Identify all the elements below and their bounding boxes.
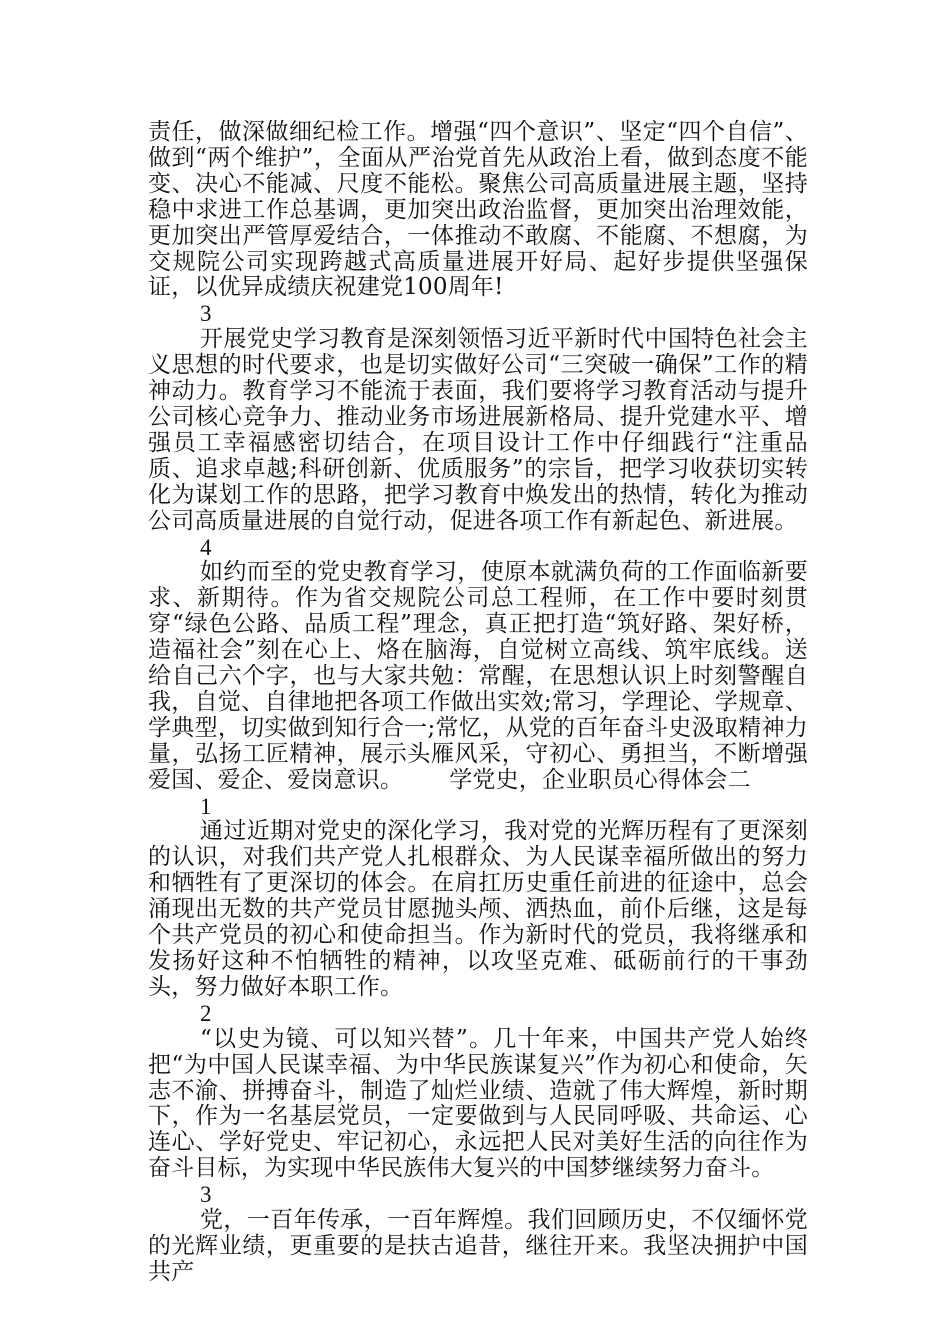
paragraph-study-insight: 通过近期对党史的深化学习，我对党的光辉历程有了更深刻的认识，对我们共产党人扎根群众、为人民谋幸福所做出的努力和牺牲有了更深切的体会。在肩扛历史重任前进的征途中，总会涌现出无数的共产党员甘愿抛头颅、洒热血，前仆后继，这是每个共产党员的初心和使命担当。作为新时代的党员，我将继承和发扬好这种不怕牺牲的精神，以攻坚克难、砥砺前行的干事劲头，努力做好本职工作。 [148, 818, 808, 1000]
paragraph-chief-engineer [148, 560, 808, 793]
document-page [148, 120, 808, 1286]
section-number-1: 1 [200, 793, 212, 819]
section-number-3: 3 [200, 301, 212, 327]
essay-two-title: 学党史，企业职员心得体会二 [449, 766, 751, 793]
section-number-2: 2 [200, 1000, 212, 1026]
paragraph-party-history-education: 开展党史学习教育是深刻领悟习近平新时代中国特色社会主义思想的时代要求，也是切实做好公司“三突破一确保”工作的精神动力。教育学习不能流于表面，我们要将学习教育活动与提升公司核心竞争力、推动业务市场进展新格局、提升党建水平、增强员工幸福感密切结合，在项目设计工作中仔细践行“注重品质、追求卓越;科研创新、优质服务”的宗旨，把学习收获切实转化为谋划工作的思路，把学习教育中焕发出的热情，转化为推动公司高质量进展的自觉行动，促进各项工作有新起色、新进展。 [148, 326, 808, 534]
paragraph-discipline-work: 责任，做深做细纪检工作。增强“四个意识”、坚定“四个自信”、做到“两个维护”，全面从严治党首先从政治上看，做到态度不能变、决心不能减、尺度不能松。聚焦公司高质量进展主题，坚持稳中求进工作总基调，更加突出政治监督，更加突出治理效能，更加突出严管厚爱结合，一体推动不敢腐、不能腐、不想腐，为交规院公司实现跨越式高质量进展开好局、起好步提供坚强保证，以优异成绩庆祝建党100周年! [148, 119, 808, 301]
section-number-3b: 3 [200, 1182, 212, 1208]
section-number-4: 4 [200, 534, 212, 560]
paragraph-chief-engineer-text: 如约而至的党史教育学习，使原本就满负荷的工作面临新要求、新期待。作为省交规院公司总工程师，在工作中要时刻贯穿“绿色公路、品质工程”理念，真正把打造“筑好路、架好桥，造福社会”刻在心上、烙在脑海，自觉树立高线、筑牢底线。送给自己六个字，也与大家共勉：常醒，在思想认识上时刻警醒自我，自觉、自律地把各项工作做出实效;常习，学理论、学规章、学典型，切实做到知行合一;常忆，从党的百年奋斗史汲取精神力量，弘扬工匠精神，展示头雁风采，守初心、勇担当，不断增强爱国、爱企、爱岗意识。 [148, 559, 808, 793]
paragraph-history-mirror: “以史为镜、可以知兴替”。几十年来，中国共产党人始终把“为中国人民谋幸福、为中华民族谋复兴”作为初心和使命，矢志不渝、拼搏奋斗，制造了灿烂业绩、造就了伟大辉煌，新时期下，作为一名基层党员，一定要做到与人民同呼吸、共命运、心连心、学好党史、牢记初心，永远把人民对美好生活的向往作为奋斗目标，为实现中华民族伟大复兴的中国梦继续努力奋斗。 [148, 1025, 808, 1182]
paragraph-centennial: 党，一百年传承，一百年辉煌。我们回顾历史，不仅缅怀党的光辉业绩，更重要的是扶古追昔，继往开来。我坚决拥护中国共产 [148, 1207, 808, 1285]
